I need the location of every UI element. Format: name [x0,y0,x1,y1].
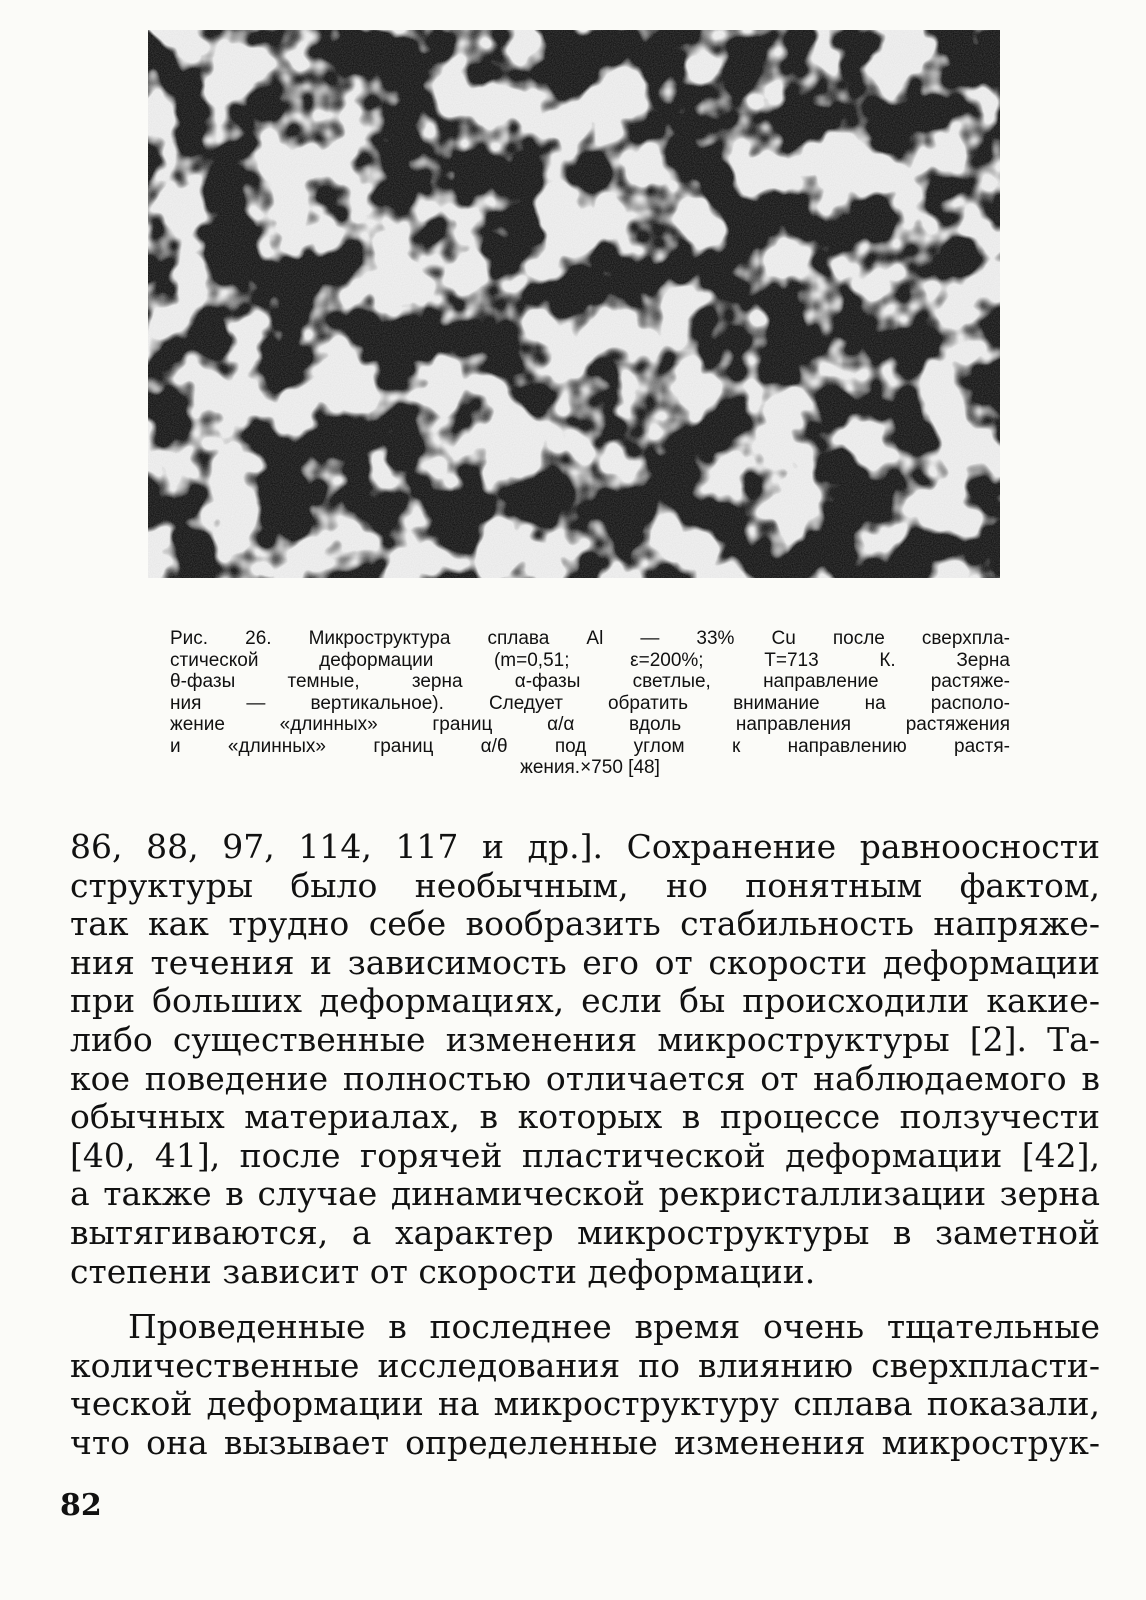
text-line: что она вызывает определенные изменения микрострук- [70,1422,1100,1462]
text-line: ния течения и зависимость его от скорости деформации [70,942,1100,982]
page-number: 82 [60,1488,102,1523]
text-line: а также в случае динамической рекристаллизации зерна [70,1174,1100,1214]
text-line: количественные исследования по влиянию сверхпласти- [70,1345,1100,1385]
caption-line: ния — вертикальное). Следует обратить внимание на располо- [170,692,1010,714]
caption-line: стической деформации (m=0,51; ε=200%; T=713 К. Зерна [170,649,1010,671]
text-line: кое поведение полностью отличается от наблюдаемого в [70,1058,1100,1098]
text-line: Проведенные в последнее время очень тщательные [128,1307,1100,1346]
text-line: так как трудно себе вообразить стабильность напряже- [70,904,1100,944]
text-line: при больших деформациях, если бы происходили какие- [70,981,1100,1021]
text-line: [40, 41], после горячей пластической деформации [42], [70,1135,1100,1175]
paragraph-1 [70,828,1100,1291]
figure-caption [170,628,1010,779]
caption-line: и «длинных» границ α/θ под углом к направлению растя- [170,735,1010,757]
caption-line: жения.×750 [48] [520,757,660,778]
text-line: вытягиваются, а характер микроструктуры в заметной [70,1212,1100,1252]
text-line: ческой деформации на микроструктуру сплава показали, [70,1384,1100,1424]
text-line: степени зависит от скорости деформации. [70,1251,816,1291]
paragraph-2 [70,1308,1100,1462]
caption-line: Рис. 26. Микроструктура сплава Al — 33% Cu после сверхпла- [170,628,1010,649]
text-line: либо существенные изменения микроструктуры [2]. Та- [70,1019,1100,1059]
caption-line: θ-фазы темные, зерна α-фазы светлые, направление растяже- [170,671,1010,692]
text-line: обычных материалах, в которых в процессе ползучести [70,1097,1100,1137]
caption-line: жение «длинных» границ α/α вдоль направления растяжения [170,714,1010,735]
micrograph-image [148,30,1000,578]
micrograph-texture [148,30,1000,578]
text-line: структуры было необычным, но понятным фактом, [70,865,1100,905]
text-line: 86, 88, 97, 114, 117 и др.]. Сохранение равноосности [70,827,1100,866]
